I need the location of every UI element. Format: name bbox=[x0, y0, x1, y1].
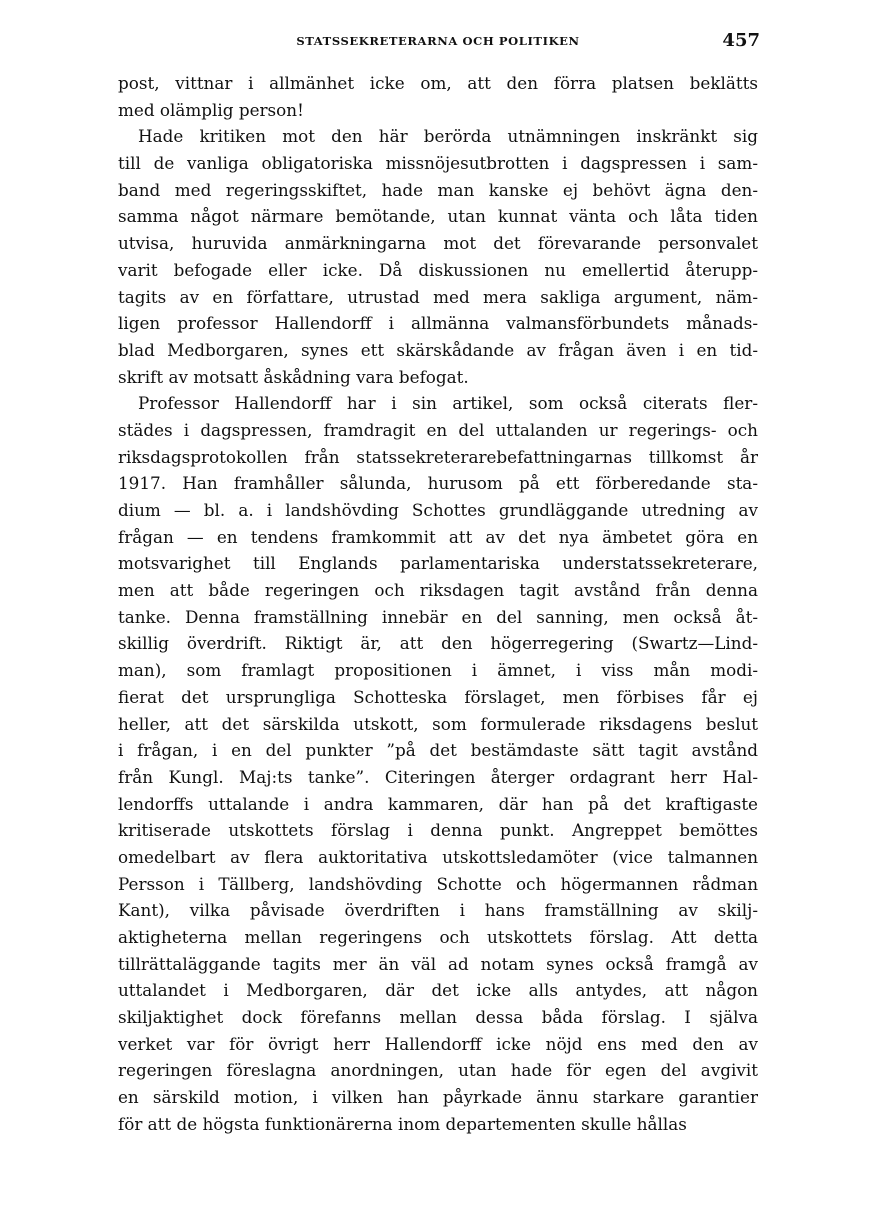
text-line: motsvarighet till Englands parlamentariska understatssekreterare, bbox=[118, 553, 758, 574]
text-line: tagits av en författare, utrustad med mera sakliga argument, näm- bbox=[118, 286, 758, 307]
text-line: fierat det ursprungliga Schotteska förslaget, men förbises får ej bbox=[118, 686, 758, 707]
text-line: varit befogade eller icke. Då diskussionen nu emellertid återupp- bbox=[118, 259, 758, 280]
text-line: 1917. Han framhåller sålunda, hurusom på ett förberedande sta- bbox=[118, 473, 758, 494]
text-line: tanke. Denna framställning innebär en del sanning, men också åt- bbox=[118, 606, 758, 627]
text-line: men att både regeringen och riksdagen tagit avstånd från denna bbox=[118, 580, 758, 601]
paragraph bbox=[118, 390, 758, 1137]
text-line: band med regeringsskiftet, hade man kanske ej behövt ägna den- bbox=[118, 179, 758, 200]
text-line: ligen professor Hallendorff i allmänna valmansförbundets månads- bbox=[118, 313, 758, 334]
text-line: tillrättaläggande tagits mer än väl ad notam synes också framgå av bbox=[118, 953, 758, 974]
text-line: skrift av motsatt åskådning vara befogat. bbox=[118, 366, 469, 387]
paragraph bbox=[118, 70, 758, 123]
text-line: post, vittnar i allmänhet icke om, att den förra platsen beklätts bbox=[118, 73, 758, 93]
text-line: dium — bl. a. i landshövding Schottes grundläggande utredning av bbox=[118, 500, 758, 520]
text-line: i frågan, i en del punkter ”på det bestämdaste sätt tagit avstånd bbox=[118, 740, 758, 761]
running-title: STATSSEKRETERARNA OCH POLITIKEN bbox=[296, 34, 580, 48]
text-line: för att de högsta funktionärerna inom departementen skulle hållas bbox=[118, 1113, 687, 1134]
page-number: 457 bbox=[722, 30, 760, 51]
text-line: en särskild motion, i vilken han påyrkade ännu starkare garantier bbox=[118, 1087, 758, 1108]
paragraph bbox=[118, 123, 758, 390]
text-line: skiljaktighet dock förefanns mellan dessa båda förslag. I själva bbox=[118, 1007, 758, 1028]
text-line: skillig överdrift. Riktigt är, att den högerregering (Swartz—Lind- bbox=[118, 633, 758, 654]
text-line: Kant), vilka påvisade överdriften i hans framställning av skilj- bbox=[118, 900, 758, 921]
running-head bbox=[118, 32, 758, 56]
text-line: verket var för övrigt herr Hallendorff icke nöjd ens med den av bbox=[118, 1033, 758, 1054]
text-line: aktigheterna mellan regeringens och utskottets förslag. Att detta bbox=[118, 927, 758, 947]
text-line: från Kungl. Maj:ts tanke”. Citeringen återger ordagrant herr Hal- bbox=[118, 766, 758, 787]
text-line: med olämplig person! bbox=[118, 99, 304, 120]
text-line: Professor Hallendorff har i sin artikel, som också citerats fler- bbox=[138, 393, 758, 414]
text-line: riksdagsprotokollen från statssekreterarebefattningarnas tillkomst år bbox=[118, 446, 758, 467]
text-line: utvisa, huruvida anmärkningarna mot det förevarande personvalet bbox=[118, 233, 758, 254]
text-line: blad Medborgaren, synes ett skärskådande av frågan även i en tid- bbox=[118, 339, 758, 360]
body-text bbox=[118, 70, 758, 1138]
text-line: Hade kritiken mot den här berörda utnämningen inskränkt sig bbox=[138, 126, 758, 147]
text-line: heller, att det särskilda utskott, som formulerade riksdagens beslut bbox=[118, 713, 758, 734]
text-line: Persson i Tällberg, landshövding Schotte och högermannen rådman bbox=[118, 873, 758, 894]
text-line: frågan — en tendens framkommit att av det nya ämbetet göra en bbox=[118, 526, 758, 547]
text-line: uttalandet i Medborgaren, där det icke alls antydes, att någon bbox=[118, 980, 758, 1001]
text-line: samma något närmare bemötande, utan kunnat vänta och låta tiden bbox=[118, 206, 758, 227]
text-line: städes i dagspressen, framdragit en del uttalanden ur regerings- och bbox=[118, 419, 758, 440]
text-line: man), som framlagt propositionen i ämnet, i viss mån modi- bbox=[118, 660, 758, 681]
text-line: regeringen föreslagna anordningen, utan hade för egen del avgivit bbox=[118, 1060, 758, 1081]
text-line: omedelbart av flera auktoritativa utskottsledamöter (vice talmannen bbox=[118, 846, 758, 867]
text-line: kritiserade utskottets förslag i denna punkt. Angreppet bemöttes bbox=[118, 820, 758, 841]
text-line: till de vanliga obligatoriska missnöjesutbrotten i dagspressen i sam- bbox=[118, 153, 758, 174]
text-line: lendorffs uttalande i andra kammaren, där han på det kraftigaste bbox=[118, 793, 758, 814]
